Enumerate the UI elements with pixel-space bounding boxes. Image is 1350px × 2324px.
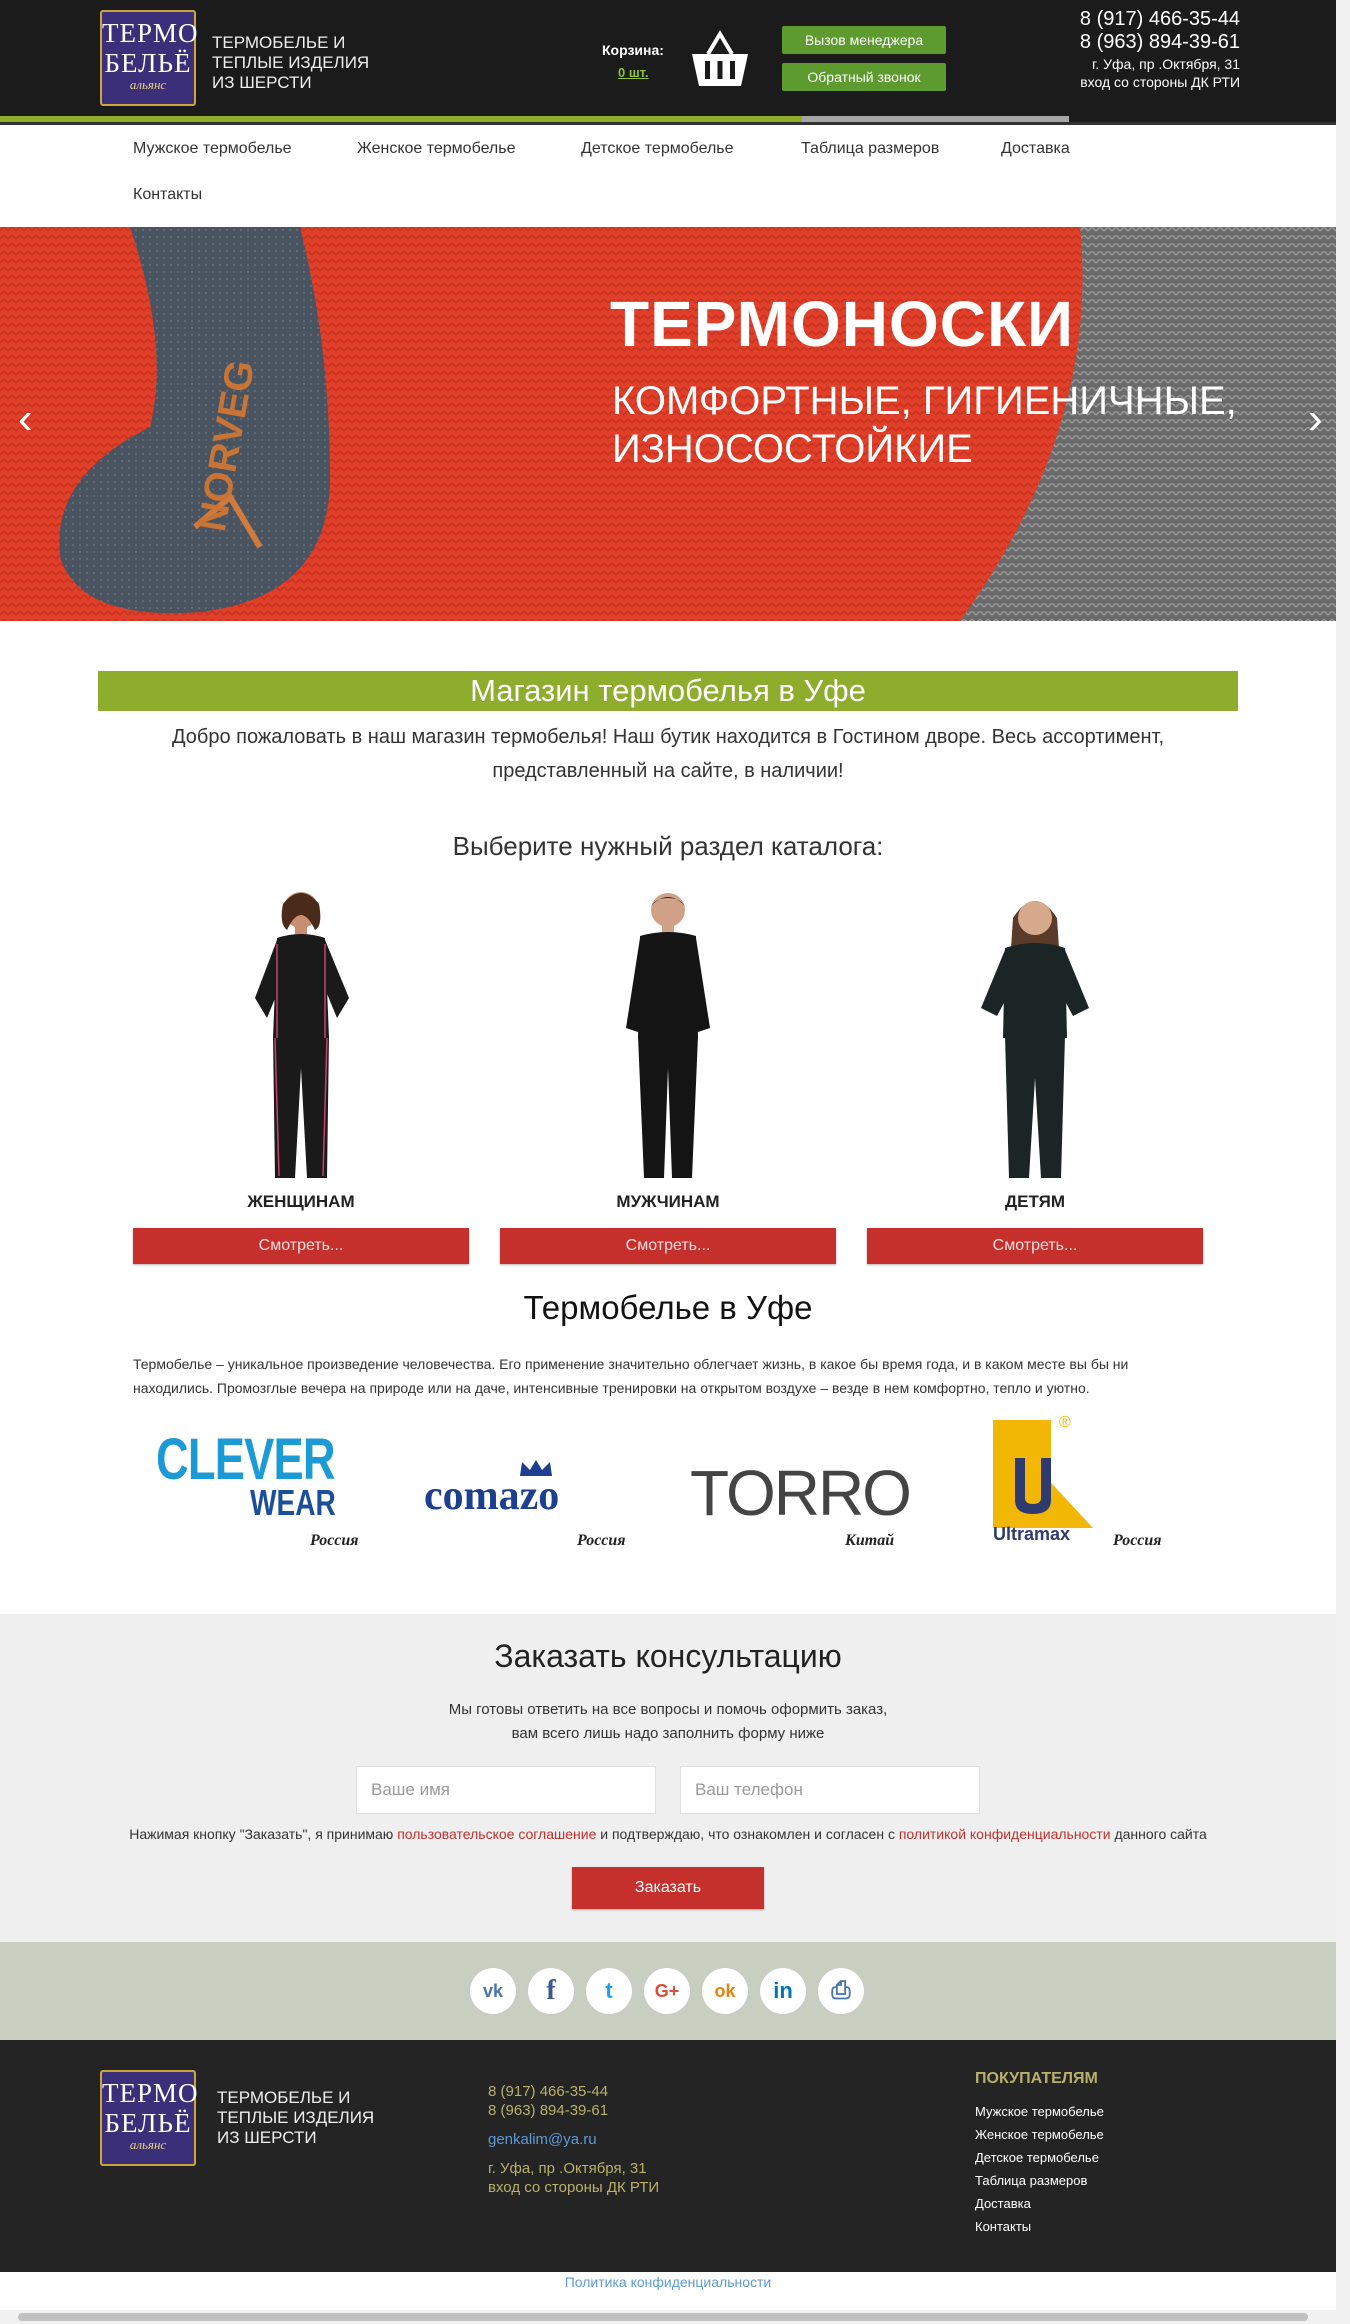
header-tagline — [212, 33, 369, 93]
footer-phone[interactable]: 8 (963) 894-39-61 — [488, 2102, 609, 2119]
footer-tagline — [217, 2088, 374, 2148]
women-model-image — [233, 888, 369, 1178]
vertical-scrollbar[interactable] — [1336, 0, 1350, 2324]
nav-item-kids[interactable]: Детское термобелье — [581, 140, 734, 157]
catalog-card-label: МУЖЧИНАМ — [616, 1192, 720, 1211]
footer-phone[interactable]: 8 (917) 466-35-44 — [488, 2083, 609, 2100]
tagline-line: ТЕРМОБЕЛЬЕ И — [217, 2088, 351, 2107]
social-bar — [0, 1942, 1336, 2040]
footer-menu-item[interactable]: Доставка — [975, 2196, 1031, 2211]
consult-line: вам всего лишь надо заполнить форму ниже — [511, 1725, 825, 1742]
footer-logo[interactable] — [100, 2070, 199, 2166]
hero-title: ТЕРМОНОСКИ — [610, 288, 1074, 360]
welcome-line: Добро пожаловать в наш магазин термобелья! Наш бутик находится в Гостином дворе. Весь ассортимент, — [171, 726, 1165, 748]
footer-menu-item[interactable]: Контакты — [975, 2219, 1032, 2234]
call-manager-button[interactable]: Вызов менеджера — [782, 26, 946, 54]
consultation-section — [0, 1614, 1336, 1942]
footer-menu-item[interactable]: Мужское термобелье — [975, 2104, 1104, 2119]
tagline-line: ТЕПЛЫЕ ИЗДЕЛИЯ — [217, 2108, 375, 2127]
site-footer — [0, 2040, 1336, 2272]
ultramax-logo-icon — [991, 1418, 1095, 1528]
about-title: Термобелье в Уфе — [523, 1289, 813, 1326]
logo-line2: БЕЛЬЁ — [104, 2108, 192, 2138]
about-line: Термобелье – уникальное произведение человечества. Его применение значительно облегчает жизнь, в какое бы время года, и в каком месте вы бы ни — [133, 1356, 1129, 1372]
footer-email-link[interactable]: genkalim@ya.ru — [488, 2131, 597, 2148]
brand-comazo[interactable] — [420, 1418, 650, 1558]
footer-menu-title: ПОКУПАТЕЛЯМ — [975, 2070, 1098, 2087]
privacy-policy-link[interactable]: политикой конфиденциальности — [898, 1826, 1111, 1842]
logo[interactable] — [100, 10, 199, 106]
brand-clever-wear[interactable] — [140, 1418, 370, 1558]
about-line: находились. Промозглые вечера на природе или на даче, интенсивные тренировки на открытом воздухе – везде в нем комфортно, тепло и уютно. — [133, 1380, 1090, 1396]
agreement-middle: и подтверждаю, что ознакомлен и согласен с — [596, 1826, 899, 1842]
logo-line3: альянс — [129, 77, 167, 92]
phone-input[interactable]: Ваш телефон — [680, 1766, 980, 1814]
brand-country: Китай — [845, 1532, 895, 1549]
slider-next-arrow[interactable]: › — [1308, 394, 1323, 443]
brand-country: Россия — [577, 1532, 626, 1549]
logo-line2: БЕЛЬЁ — [104, 48, 192, 78]
registered-mark: ® — [1059, 1414, 1071, 1431]
nav-item-contacts[interactable]: Контакты — [133, 186, 203, 203]
catalog-card-kids[interactable] — [867, 888, 1203, 1268]
social-icons — [470, 1968, 864, 2014]
brand-name: Ultramax — [993, 1524, 1071, 1544]
brand-torro[interactable] — [685, 1418, 915, 1558]
callback-button[interactable]: Обратный звонок — [782, 63, 946, 91]
catalog-card-label: ДЕТЯМ — [1005, 1192, 1065, 1211]
order-submit-button[interactable]: Заказать — [572, 1867, 764, 1909]
catalog-card-women[interactable] — [133, 888, 469, 1268]
header-address-line: вход со стороны ДК РТИ — [1080, 74, 1240, 90]
agreement-text — [0, 1826, 1336, 1842]
odnoklassniki-icon[interactable]: ok — [702, 1968, 748, 2014]
footer-menu-item[interactable]: Детское термобелье — [975, 2150, 1099, 2165]
footer-address-line: вход со стороны ДК РТИ — [488, 2179, 660, 2196]
footer-menu — [975, 2100, 1104, 2238]
logo-line1: ТЕРМО — [102, 2078, 199, 2108]
hero-slider — [0, 227, 1336, 621]
basket-icon[interactable] — [688, 28, 752, 92]
welcome-text — [98, 720, 1238, 788]
facebook-icon[interactable]: f — [528, 1968, 574, 2014]
cart-sum-link[interactable]: 0 шт. — [618, 65, 649, 80]
name-input[interactable]: Ваше имя — [356, 1766, 656, 1814]
catalog-card-men[interactable] — [500, 888, 836, 1268]
store-title-bar: Магазин термобелья в Уфе — [98, 671, 1238, 711]
tagline-line: ТЕПЛЫЕ ИЗДЕЛИЯ — [212, 53, 370, 72]
logo-line3: альянс — [129, 2137, 167, 2152]
slider-prev-arrow[interactable]: ‹ — [18, 394, 33, 443]
header-phone[interactable]: 8 (917) 466-35-44 — [1079, 8, 1240, 30]
tagline-line: ТЕРМОБЕЛЬЕ И — [212, 33, 346, 52]
brand-country: Россия — [310, 1532, 359, 1549]
nav-item-sizes[interactable]: Таблица размеров — [801, 140, 940, 157]
footer-address-line: г. Уфа, пр .Октября, 31 — [488, 2160, 647, 2177]
brand-name: TORRO — [690, 1457, 910, 1529]
twitter-icon[interactable]: t — [586, 1968, 632, 2014]
footer-menu-item[interactable]: Таблица размеров — [975, 2173, 1088, 2188]
consult-line: Мы готовы ответить на все вопросы и помочь оформить заказ, — [448, 1701, 888, 1718]
vk-icon[interactable]: vk — [470, 1968, 516, 2014]
agreement-suffix: данного сайта — [1110, 1826, 1207, 1842]
cart-label: Корзина: — [602, 42, 664, 58]
consult-title: Заказать консультацию — [494, 1638, 842, 1674]
consult-text — [0, 1698, 1336, 1746]
brand-name-sub: WEAR — [250, 1482, 336, 1523]
hero-subtitle-line2: ИЗНОСОСТОЙКИЕ — [612, 427, 973, 471]
brand-name: CLEVER — [156, 1427, 335, 1492]
nav-item-delivery[interactable]: Доставка — [1001, 140, 1070, 157]
user-agreement-link[interactable]: пользовательское соглашение — [397, 1826, 597, 1842]
footer-contacts — [488, 2082, 659, 2197]
google-plus-icon[interactable]: G+ — [644, 1968, 690, 2014]
logo-line1: ТЕРМО — [102, 18, 199, 48]
hero-subtitle-line1: КОМФОРТНЫЕ, ГИГИЕНИЧНЫЕ, — [612, 379, 1237, 423]
agreement-prefix: Нажимая кнопку "Заказать", я принимаю — [129, 1826, 398, 1842]
linkedin-icon[interactable]: in — [760, 1968, 806, 2014]
catalog-heading: Выберите нужный раздел каталога: — [452, 831, 884, 861]
catalog-card-label: ЖЕНЩИНАМ — [247, 1192, 355, 1211]
nav-item-men[interactable]: Мужское термобелье — [133, 140, 292, 157]
privacy-policy-footer-link[interactable]: Политика конфиденциальности — [564, 2274, 772, 2290]
footer-menu-item[interactable]: Женское термобелье — [975, 2127, 1104, 2142]
nav-item-women[interactable]: Женское термобелье — [357, 140, 516, 157]
men-model-image — [600, 888, 736, 1178]
print-icon[interactable]: ⎙ — [818, 1968, 864, 2014]
tagline-line: ИЗ ШЕРСТИ — [217, 2128, 317, 2147]
horizontal-scrollbar[interactable] — [0, 2310, 1336, 2324]
sock-brand-text: NORVEG — [190, 356, 264, 535]
catalog-view-button[interactable]: Смотреть... — [867, 1228, 1203, 1264]
welcome-line: представленный на сайте, в наличии! — [492, 760, 844, 782]
brand-ultramax[interactable] — [985, 1412, 1215, 1558]
header-phone[interactable]: 8 (963) 894-39-61 — [1079, 31, 1240, 53]
brand-country: Россия — [1113, 1532, 1162, 1549]
brand-name: comazo — [424, 1473, 560, 1519]
catalog-view-button[interactable]: Смотреть... — [500, 1228, 836, 1264]
site-header — [0, 0, 1336, 118]
header-address-line: г. Уфа, пр .Октября, 31 — [1091, 56, 1240, 72]
catalog-view-button[interactable]: Смотреть... — [133, 1228, 469, 1264]
about-text — [133, 1352, 1213, 1400]
tagline-line: ИЗ ШЕРСТИ — [212, 73, 312, 92]
main-nav — [0, 125, 1336, 227]
kids-model-image — [967, 888, 1103, 1178]
